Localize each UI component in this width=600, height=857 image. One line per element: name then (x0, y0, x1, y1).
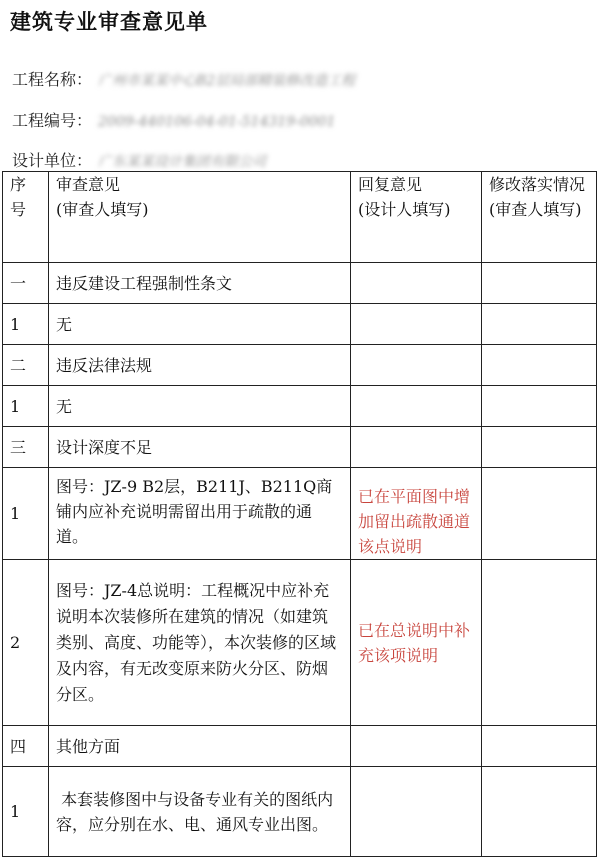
row-no: 三 (3, 427, 49, 468)
row-opinion: 其他方面 (49, 726, 351, 767)
row-no: 四 (3, 726, 49, 767)
header-fix-text: 修改落实情况(审查人填写) (489, 175, 586, 219)
table-row (3, 427, 597, 468)
row-no: 1 (3, 767, 49, 857)
table-row (3, 560, 597, 726)
row-no: 1 (3, 468, 49, 560)
row-no: 1 (3, 386, 49, 427)
row-no: 二 (3, 345, 49, 386)
row-reply: 已在总说明中补充该项说明 (351, 560, 482, 726)
project-name-value: 广州市某某中心B2层局部精装修改造工程 (98, 73, 356, 89)
document-title: 建筑专业审查意见单 (10, 10, 208, 34)
project-number-label: 工程编号： (12, 111, 93, 130)
designer-value: 广东某某设计集团有限公司 (98, 154, 267, 170)
header-no-text: 序号 (10, 175, 27, 219)
row-reply (351, 386, 482, 427)
row-reply (351, 304, 482, 345)
header-reply (351, 172, 482, 263)
header-opinion-text: 审查意见 (审查人填写) (56, 175, 149, 219)
row-no: 一 (3, 263, 49, 304)
table-row (3, 263, 597, 304)
row-reply: 已在平面图中增加留出疏散通道该点说明 (351, 468, 482, 560)
row-opinion: 违反法律法规 (49, 345, 351, 386)
designer-label: 设计单位： (12, 151, 93, 170)
row-reply (351, 767, 482, 857)
row-fix (482, 560, 597, 726)
project-name-line (12, 67, 355, 90)
review-table (2, 171, 597, 857)
table-row (3, 468, 597, 560)
row-fix (482, 726, 597, 767)
row-fix (482, 767, 597, 857)
row-fix (482, 427, 597, 468)
row-no: 1 (3, 304, 49, 345)
project-number-value: 2009-440106-04-01-514319-0001 (98, 114, 336, 130)
project-name-label: 工程名称： (12, 70, 93, 89)
row-reply (351, 427, 482, 468)
project-number-line (12, 108, 335, 131)
table-row (3, 386, 597, 427)
row-reply (351, 726, 482, 767)
row-fix (482, 386, 597, 427)
row-opinion: 图号：JZ-9 B2层，B211J、B211Q商铺内应补充说明需留出用于疏散的通道。 (49, 468, 351, 560)
row-opinion: 无 (49, 304, 351, 345)
row-no: 2 (3, 560, 49, 726)
row-opinion: 本套装修图中与设备专业有关的图纸内容，应分别在水、电、通风专业出图。 (49, 767, 351, 857)
row-reply (351, 345, 482, 386)
table-row (3, 767, 597, 857)
header-reply-text: 回复意见 (设计人填写) (358, 175, 451, 219)
table-row (3, 726, 597, 767)
row-reply (351, 263, 482, 304)
header-no (3, 172, 49, 263)
row-fix (482, 304, 597, 345)
row-opinion: 图号：JZ-4总说明：工程概况中应补充说明本次装修所在建筑的情况（如建筑类别、高度、功能等），本次装修的区域及内容，有无改变原来防火分区、防烟分区。 (49, 560, 351, 726)
row-opinion: 设计深度不足 (49, 427, 351, 468)
row-fix (482, 468, 597, 560)
header-opinion (49, 172, 351, 263)
table-header-row (3, 172, 597, 263)
designer-line (12, 148, 266, 171)
table-row (3, 304, 597, 345)
row-fix (482, 263, 597, 304)
table-row (3, 345, 597, 386)
row-fix (482, 345, 597, 386)
row-opinion: 违反建设工程强制性条文 (49, 263, 351, 304)
row-opinion: 无 (49, 386, 351, 427)
header-fix (482, 172, 597, 263)
